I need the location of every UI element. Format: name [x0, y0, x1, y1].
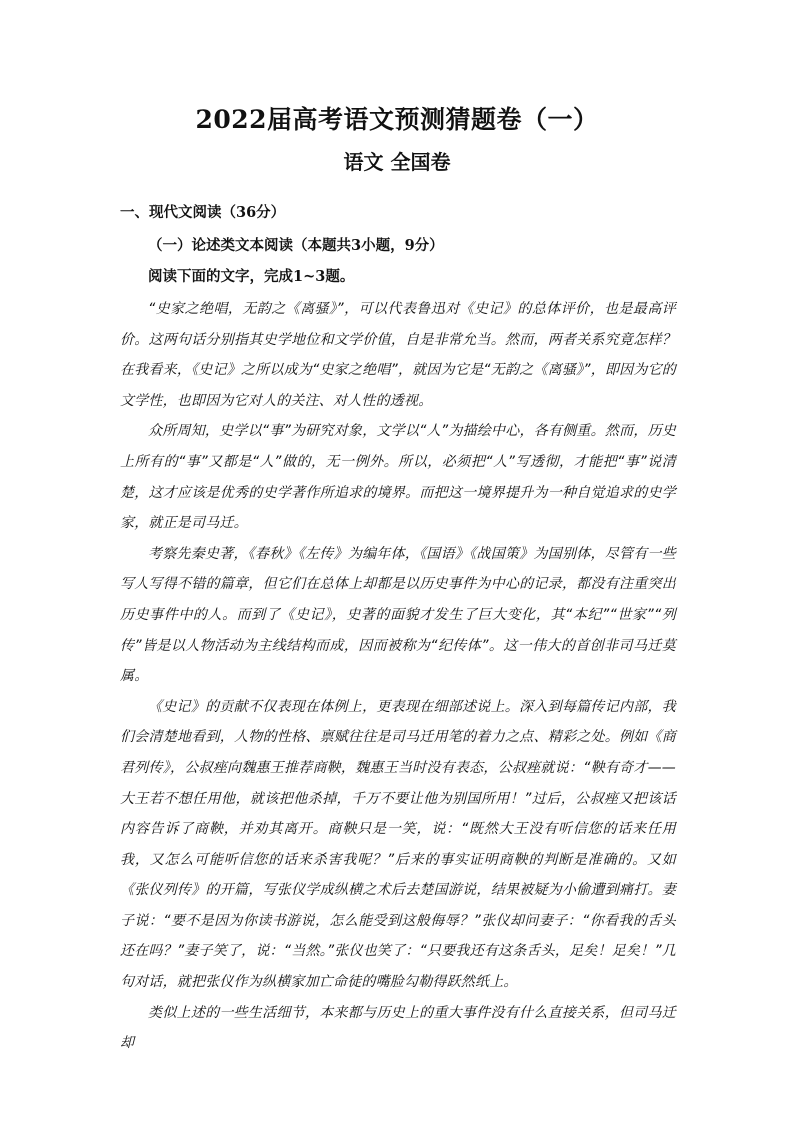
paragraph: 《史记》的贡献不仅表现在体例上，更表现在细部述说上。深入到每篇传记内部，我们会清楚地看到，人物的性格、禀赋往往是司马迁用笔的着力之点、精彩之处。例如《商君列传》，公叔痤向魏惠王推荐商鞅，魏惠王当时没有表态，公叔痤就说：“鞅有奇才——大王若不想任用他，就该把他杀掉，千万不要让他为别国所用！”过后，公叔痤又把该话内容告诉了商鞅，并劝其离开。商鞅只是一笑，说：“既然大王没有听信您的话来任用我，又怎么可能听信您的话来杀害我呢？”后来的事实证明商鞅的判断是准确的。又如《张仪列传》的开篇，写张仪学成纵横之术后去楚国游说，结果被疑为小偷遭到痛打。妻子说：“要不是因为你读书游说，怎么能受到这般侮辱？”张仪却问妻子：“你看我的舌头还在吗？”妻子笑了，说：“当然。”张仪也笑了：“只要我还有这条舌头，足矣！足矣！”几句对话，就把张仪作为纵横家加亡命徒的嘴脸勾勒得跃然纸上。 — [120, 698, 676, 991]
document-subtitle: 语文 全国卷 — [343, 150, 451, 174]
document-title: 2022届高考语文预测猜题卷（一） — [195, 105, 599, 134]
subsection-heading: （一）论述类文本阅读（本题共3小题，9分） — [148, 237, 444, 254]
reading-instruction: 阅读下面的文字，完成1~3题。 — [148, 268, 355, 285]
paragraph: “史家之绝唱，无韵之《离骚》”，可以代表鲁迅对《史记》的总体评价，也是最高评价。这两句话分别指其史学地位和文学价值，自是非常允当。然而，两者关系究竟怎样？在我看来，《史记》之所以成为“史家之绝唱”，就因为它是“无韵之《离骚》”，即因为它的文学性，也即因为它对人的关注、对人性的透视。 — [120, 301, 676, 409]
section-heading: 一、现代文阅读（36分） — [120, 204, 286, 221]
paragraph: 类似上述的一些生活细节，本来都与历史上的重大事件没有什么直接关系，但司马迁却 — [120, 1004, 676, 1052]
passage-body — [120, 294, 676, 1059]
paragraph: 考察先秦史著，《春秋》《左传》为编年体，《国语》《战国策》为国别体，尽管有一些写人写得不错的篇章，但它们在总体上却都是以历史事件为中心的记录，都没有注重突出历史事件中的人。而到了《史记》，史著的面貌才发生了巨大变化，其“本纪”“世家”“列传”皆是以人物活动为主线结构而成，因而被称为“纪传体”。这一伟大的首创非司马迁莫属。 — [120, 545, 676, 685]
paragraph: 众所周知，史学以“事”为研究对象，文学以“人”为描绘中心，各有侧重。然而，历史上所有的“事”又都是“人”做的，无一例外。所以，必须把“人”写透彻，才能把“事”说清楚，这才应该是优秀的史学著作所追求的境界。而把这一境界提升为一种自觉追求的史学家，就正是司马迁。 — [120, 423, 676, 532]
